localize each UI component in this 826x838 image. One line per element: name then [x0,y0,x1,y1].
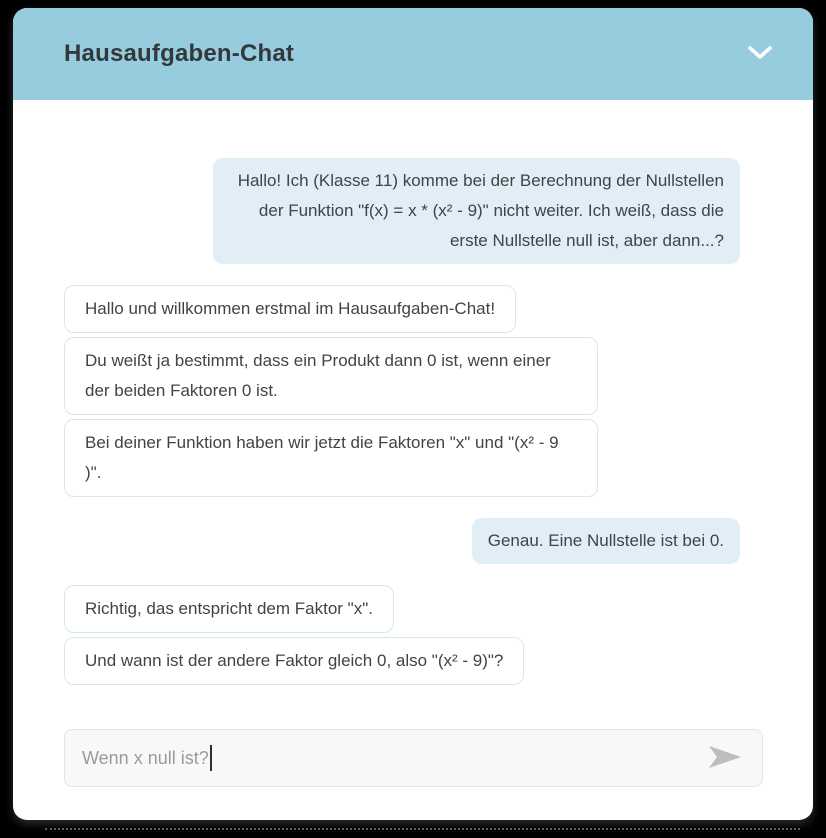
chat-message-user [64,518,740,564]
chevron-down-icon [747,45,773,63]
chat-message-bot [64,637,740,685]
bot-bubble: Bei deiner Funktion haben wir jetzt die Faktoren "x" und "(x² - 9 )". [64,419,598,497]
chat-title: Hausaufgaben-Chat [64,40,295,67]
chat-header [13,8,813,100]
message-input[interactable] [64,729,763,787]
text-caret [210,745,212,771]
bot-bubble: Richtig, das entspricht dem Faktor "x". [64,585,394,633]
message-list [13,100,813,685]
chat-widget [13,8,813,820]
bot-bubble: Und wann ist der andere Faktor gleich 0, also "(x² - 9)"? [64,637,524,685]
page-dotted-divider [45,828,800,830]
chat-message-bot [64,285,740,333]
bot-bubble: Du weißt ja bestimmt, dass ein Produkt dann 0 ist, wenn einer der beiden Faktoren 0 ist. [64,337,598,415]
chat-message-bot [64,585,740,633]
send-button[interactable] [705,740,745,777]
chat-message-bot [64,337,740,415]
bot-bubble: Hallo und willkommen erstmal im Hausaufgaben-Chat! [64,285,516,333]
user-bubble: Genau. Eine Nullstelle ist bei 0. [472,518,740,564]
user-bubble: Hallo! Ich (Klasse 11) komme bei der Berechnung der Nullstellen der Funktion "f(x) = x * (x² - 9)" nicht weiter. Ich weiß, dass die erste Nullstelle null ist, aber dann...? [213,158,740,264]
composer [64,729,763,787]
message-input-value: Wenn x null ist? [82,747,209,768]
collapse-button[interactable] [743,41,777,67]
chat-message-user [64,158,740,264]
chat-message-bot [64,419,740,497]
paper-plane-icon [707,742,743,775]
